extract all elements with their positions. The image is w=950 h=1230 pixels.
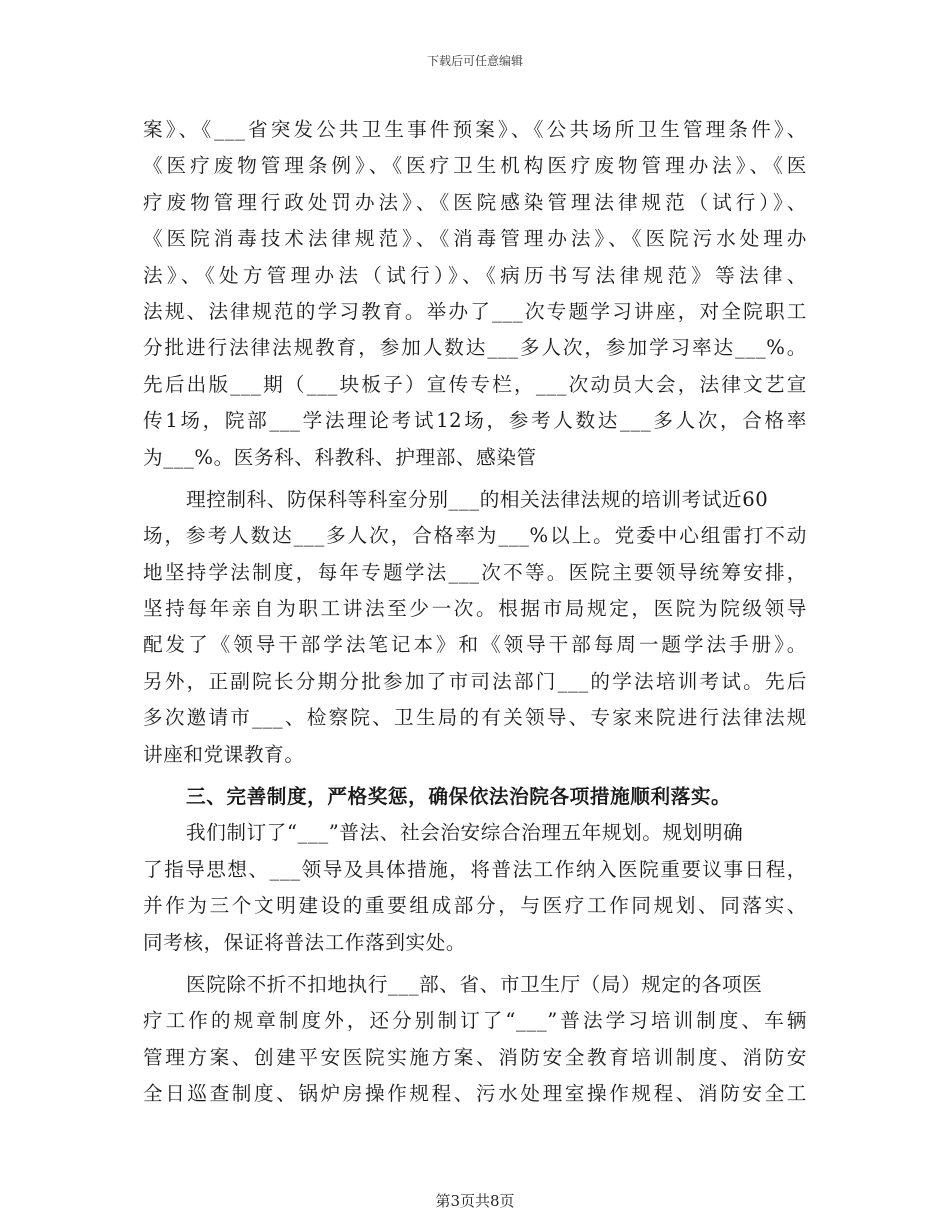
text-line: 先后出版___期（___块板子）宣传专栏，___次动员大会，法律文艺宣 [143, 372, 807, 396]
text-line: 《医疗废物管理条例》、《医疗卫生机构医疗废物管理办法》、《医 [143, 154, 807, 178]
text-line: 疗工作的规章制度外，还分别制订了“___”普法学习培训制度、车辆 [143, 1009, 807, 1033]
text-line: 法》、《处方管理办法（试行）》、《病历书写法律规范》等法律、 [143, 263, 807, 287]
text-line: 法规、法律规范的学习教育。举办了___次专题学习讲座，对全院职工 [143, 299, 807, 323]
page-number: 第3页共8页 [435, 1192, 515, 1210]
text-line: 传1场，院部___学法理论考试12场，参考人数达___多人次，合格率 [143, 409, 807, 433]
paragraph-first-line: 理控制科、防保科等科室分别___的相关法律法规的培训考试近60 [186, 487, 769, 511]
text-line: 全日巡查制度、锅炉房操作规程、污水处理室操作规程、消防安全工 [143, 1082, 807, 1106]
text-line: 管理方案、创建平安医院实施方案、消防安全教育培训制度、消防安 [143, 1045, 807, 1069]
text-line: 为___%。医务科、科教科、护理部、感染管 [143, 445, 537, 469]
text-line: 分批进行法律法规教育，参加人数达___多人次，参加学习率达___%。 [143, 336, 807, 360]
page-header: 下载后可任意编辑 [426, 54, 523, 68]
text-line: 地坚持学法制度，每年专题学法___次不等。医院主要领导统筹安排， [143, 560, 807, 584]
text-line: 多次邀请市___、检察院、卫生局的有关领导、专家来院进行法律法规 [143, 706, 807, 730]
document-body [143, 112, 807, 1113]
text-line: 讲座和党课教育。 [143, 742, 305, 766]
text-line: 坚持每年亲自为职工讲法至少一次。根据市局规定，医院为院级领导 [143, 597, 807, 621]
text-line: 《医院消毒技术法律规范》、《消毒管理办法》、《医院污水处理办 [143, 227, 807, 251]
text-line: 同考核，保证将普法工作落到实处。 [143, 930, 467, 954]
text-line: 场，参考人数达___多人次，合格率为___%以上。党委中心组雷打不动 [143, 524, 807, 548]
text-line: 配发了《领导干部学法笔记本》和《领导干部每周一题学法手册》。 [143, 633, 807, 657]
text-line: 另外，正副院长分期分批参加了市司法部门___的学法培训考试。先后 [143, 669, 807, 693]
text-line: 疗废物管理行政处罚办法》、《医院感染管理法律规范（试行）》、 [143, 190, 807, 214]
text-line: 了指导思想、___领导及具体措施，将普法工作纳入医院重要议事日程， [143, 857, 807, 881]
text-line: 并作为三个文明建设的重要组成部分，与医疗工作同规划、同落实、 [143, 894, 807, 918]
paragraph-first-line: 医院除不折不扣地执行___部、省、市卫生厅（局）规定的各项医 [186, 972, 763, 996]
text-line: 案》、《___省突发公共卫生事件预案》、《公共场所卫生管理条件》、 [143, 118, 807, 141]
paragraph-first-line: 我们制订了“___”普法、社会治安综合治理五年规划。规划明确 [186, 821, 744, 845]
section-heading: 三、完善制度，严格奖惩，确保依法治院各项措施顺利落实。 [186, 785, 732, 809]
